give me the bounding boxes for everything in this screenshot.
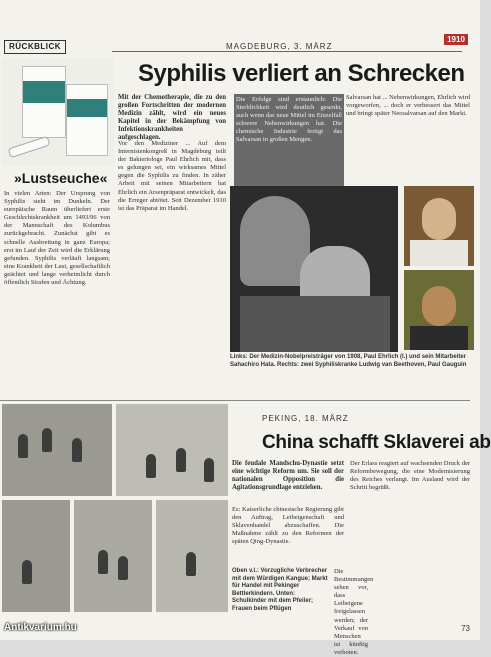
- beethoven-portrait: [404, 186, 474, 266]
- page-number: 73: [461, 624, 470, 633]
- china-photo-cart: [156, 500, 228, 612]
- china-photo-prisoners: [2, 404, 112, 496]
- china-column-3: Der Erlass reagiert auf wachsenden Druck der Reformbewegung, die eine Modernisierung des Reiches verlangt. Im Ausland wird der Schritt begrüßt.: [350, 460, 470, 492]
- sidebar-text: In vielen Arten: Der Ursprung von Syphilis steht im Dunkeln. Der europäische Raum überliefert erste Geschlechtskrankheit um 1493/96 von der Mannschaft des Kolumbus zurückgebracht. Zunächst gibt es schnelle Ausbreitung in ganz Europa; erst im Lauf der Zeit wird die Erklärung gefunden. Syphilis verläuft langsam; eine Krankheit der Lust, gesellschaftlich geächtet und lange verheimlicht durch öffentlich Strafen und Ächtung.: [4, 190, 110, 287]
- photo-caption: Links: Der Medizin-Nobelpreisträger von 1908, Paul Ehrlich (l.) und sein Mitarbeiter Sahachiro Hata. Rechts: zwei Syphiliskranke Ludwig van Beethoven, Paul Gauguin: [230, 354, 467, 368]
- china-photo-caption: Oben v.l.: Vorzugliche Verbrecher mit dem Würdigen Kangue; Markt für Handel mit Pekinger Bettlerkindern. Unten: Schulkinder mit dem Pfeiler; Frauen beim Pflügen: [232, 568, 328, 612]
- neosalvarsan-box: [66, 84, 108, 156]
- china-photo-plowing: [74, 500, 152, 612]
- article-dateline: MAGDEBURG, 3. MÄRZ: [226, 42, 333, 51]
- article-column-2: Die Erfolge sind erstaunlich: Die Sterblichkeit wird deutlich gesenkt, auch wenn das neue Mittel im Einzelfall schwere Nebenwirkungen hat. Die chemische Industrie fertigt das Salvarsan in großen Mengen.: [234, 94, 344, 186]
- article-headline: Syphilis verliert an Schrecken: [138, 60, 465, 87]
- article-column-1: Vor den Mediziner ... Auf dem Internistenkongreß in Magdeburg teilt der Bakteriologe Paul Ehrlich mit, dass es gelungen sei, ein wirksames Mittel gegen die Syphilis zu finden. In zäher Arbeit mit seinen Mitarbeitern hat Ehrlich ein Arsenpräparat entwickelt, das die Erreger abtötet. Seit Dezember 1910 ist das Präparat im Handel.: [118, 140, 226, 212]
- medicine-packages-photo: [2, 58, 114, 166]
- article-intro: Mit der Chemotherapie, die zu den großen Fortschritten der modernen Medizin zählt, wird ein neues Kapitel in der Bekämpfung von Infektionskrankheiten aufgeschlagen.: [118, 94, 226, 142]
- ehrlich-hata-photo: [230, 186, 398, 352]
- china-photo-market: [116, 404, 228, 496]
- ampoule: [7, 136, 50, 158]
- china-headline: China schafft Sklaverei ab: [262, 432, 491, 453]
- section-kicker: RÜCKBLICK: [4, 40, 66, 54]
- salvarsan-box: [22, 66, 66, 138]
- section-divider: [0, 400, 470, 401]
- china-photo-children: [2, 500, 70, 612]
- china-column-2: Die Bestimmungen sehen vor, dass Leibeigene freigelassen werden; der Verkauf von Menschen ist künftig verboten.: [334, 568, 374, 656]
- year-tag: 1910: [444, 34, 468, 45]
- china-dateline: PEKING, 18. MÄRZ: [262, 414, 349, 423]
- watermark: Antikvarium.hu: [4, 622, 77, 633]
- article-column-3: Salvarsan hat ... Nebenwirkungen, Ehrlich wird vorgeworfen, ... doch er verbessert das Mittel und bringt später Neosalvarsan auf den Markt.: [346, 94, 470, 118]
- gauguin-portrait: [404, 270, 474, 350]
- china-intro: Die feudale Mandschu-Dynastie setzt eine wichtige Reform um. Sie soll der nationalen Opposition die Agitationsgrundlage entziehen.: [232, 460, 344, 492]
- sidebar-title: »Lustseuche«: [14, 170, 108, 186]
- china-column-1: Es: Kaiserliche chinesische Regierung gibt den Auftrag, Leibeigenschaft und Sklavenhandel abzuschaffen. Die Maßnahme zählt zu den Reformen der späten Qing-Dynastie.: [232, 506, 344, 546]
